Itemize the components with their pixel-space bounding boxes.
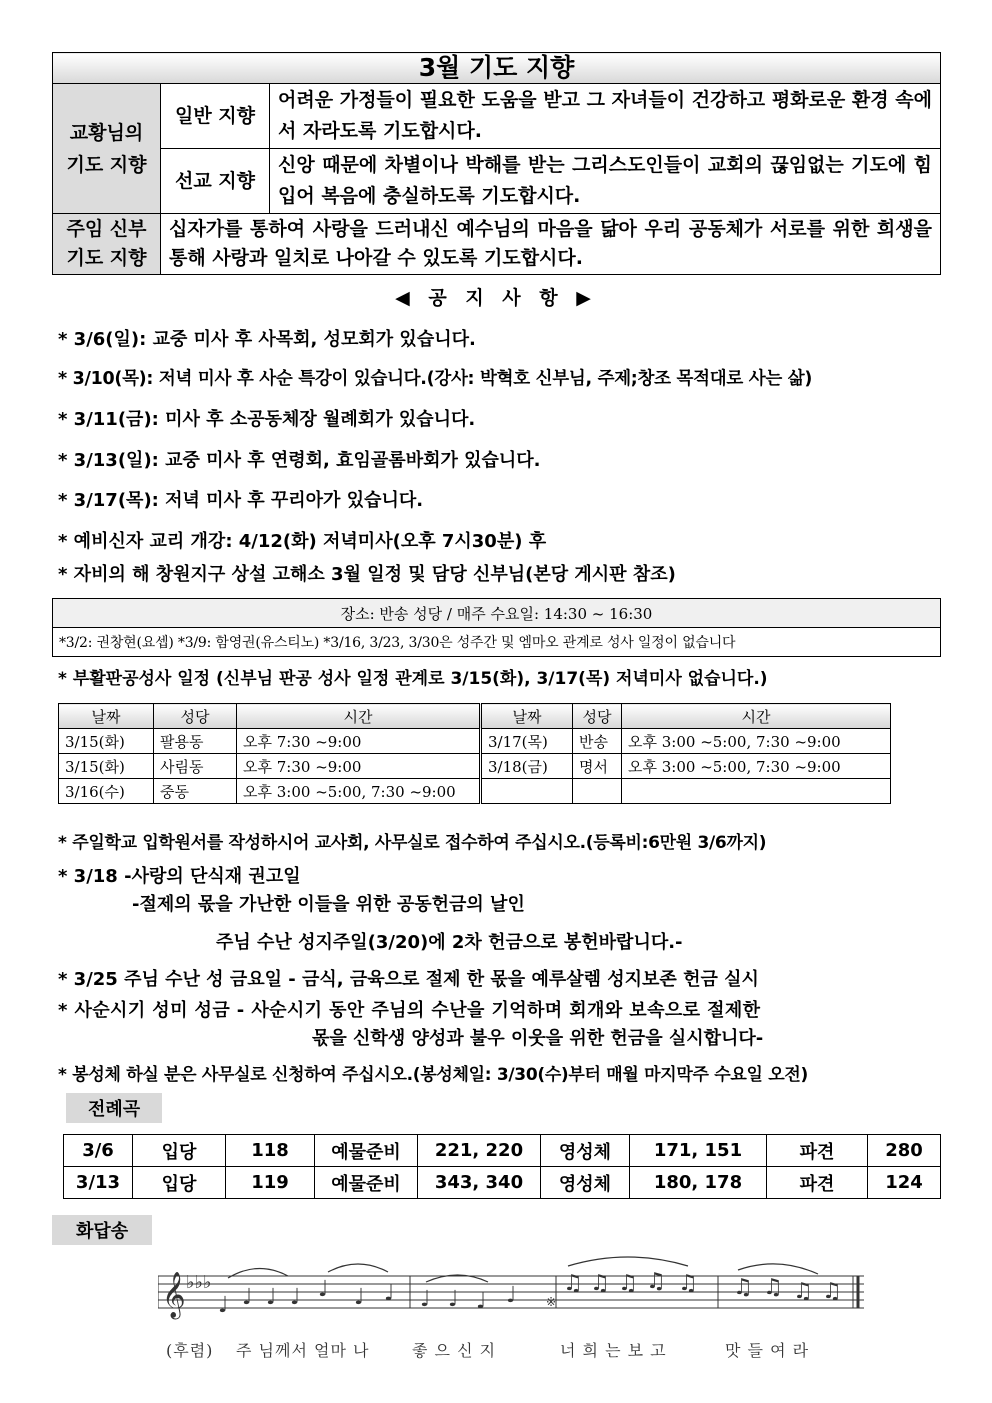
svg-text:♩: ♩ [354,1285,365,1310]
confession-schedule: *3/2: 권창현(요셉) *3/9: 함영권(유스티노) *3/16, 3/23, 3/30은 성주간 및 엠마오 관계로 성사 일정이 없습니다 [53,628,941,657]
table-cell: 오후 7:30 ~9:00 [237,754,481,779]
good-friday-notice: * 3/25 주님 수난 성 금요일 - 금식, 금육으로 절제 한 몫을 예루살렘 성지보존 헌금 실시 [58,969,759,990]
table-row [59,754,891,779]
table-row [64,1135,941,1167]
responsorial-psalm-tag: 화답송 [52,1215,152,1245]
table-cell: 118 [226,1135,315,1167]
general-intention-text: 어려운 가정들이 필요한 도움을 받고 그 자녀들이 건강하고 평화로운 환경 속에서 자라도록 기도합시다. [270,84,941,149]
table-cell: 3/15(화) [59,754,154,779]
fasting-day-notice: * 3/18 -사랑의 단식재 권고일 [58,866,301,887]
svg-text:♩: ♩ [448,1287,459,1312]
general-intention-label: 일반 지향 [161,84,270,149]
svg-text:♫: ♫ [618,1271,638,1296]
treble-clef-icon: 𝄞 [162,1272,186,1318]
table-cell: 예물준비 [315,1135,418,1167]
lyric-segment: 너 희 는 보 고 [560,1341,667,1360]
pastor-intention-label: 주임 신부 기도 지향 [53,214,161,275]
svg-text:♩: ♩ [266,1285,277,1310]
notice-item: * 3/10(목): 저녁 미사 후 사순 특강이 있습니다.(강사: 박혁호 신부님, 주제;창조 목적대로 사는 삶) [58,369,813,389]
fasting-day-notice-2: -절제의 몫을 가난한 이들을 위한 공동헌금의 날인 [132,894,525,915]
table-cell: 343, 340 [418,1167,541,1199]
svg-text:♩: ♩ [384,1281,395,1306]
notice-item: * 자비의 해 창원지구 상설 고해소 3월 일정 및 담당 신부님(본당 게시판 참조) [58,564,676,585]
table-cell: 중동 [154,779,237,804]
prayer-title: 3월 기도 지향 [53,53,941,84]
table-row [59,779,891,804]
svg-text:♫: ♫ [646,1269,666,1294]
col-header: 성당 [573,704,622,729]
table-cell [481,779,573,804]
svg-text:♫: ♫ [678,1271,698,1296]
table-cell: 반송 [573,729,622,754]
svg-text:♩: ♩ [476,1289,487,1314]
svg-text:♩: ♩ [290,1285,301,1310]
lent-offering-notice: * 사순시기 성미 성금 - 사순시기 동안 주님의 수난을 기억하며 회개와 보속으로 절제한 [58,1000,761,1021]
notice-item: * 예비신자 교리 개강: 4/12(화) 저녁미사(오후 7시30분) 후 [58,531,547,552]
easter-schedule-table [58,703,891,804]
table-cell: 3/13 [64,1167,133,1199]
table-cell: 팔용동 [154,729,237,754]
table-cell: 119 [226,1167,315,1199]
svg-text:♩: ♩ [242,1285,253,1310]
svg-text:♫: ♫ [793,1279,813,1304]
music-score [158,1246,868,1334]
table-cell: 영성체 [541,1135,630,1167]
notice-item: * 3/11(금): 미사 후 소공동체장 월례회가 있습니다. [58,409,476,430]
confession-place-time: 장소: 반송 성당 / 매주 수요일: 14:30 ~ 16:30 [53,599,941,628]
svg-text:♫: ♫ [563,1271,583,1296]
table-cell: 3/17(목) [481,729,573,754]
col-header: 시간 [237,704,481,729]
table-cell: 오후 3:00 ~5:00, 7:30 ~9:00 [237,779,481,804]
prayer-intentions-table [52,52,941,275]
sunday-school-notice: * 주일학교 입학원서를 작성하시어 교사회, 사무실로 접수하여 주십시오.(등록비:6만원 3/6까지) [58,833,767,853]
col-header: 시간 [622,704,891,729]
table-cell: 3/15(화) [59,729,154,754]
svg-text:♩: ♩ [506,1283,517,1308]
table-cell: 3/16(수) [59,779,154,804]
col-header: 성당 [154,704,237,729]
table-row [64,1167,941,1199]
table-cell: 180, 178 [630,1167,767,1199]
liturgical-music-tag: 전례곡 [66,1093,162,1123]
table-cell: 영성체 [541,1167,630,1199]
communion-notice: * 봉성체 하실 분은 사무실로 신청하여 주십시오.(봉성체일: 3/30(수)부터 매월 마지막주 수요일 오전) [58,1065,808,1085]
confession-box [52,598,941,657]
notice-item: * 3/6(일): 교중 미사 후 사목회, 성모회가 있습니다. [58,329,476,350]
table-cell: 3/18(금) [481,754,573,779]
table-cell [573,779,622,804]
notice-heading: ◀ 공 지 사 항 ▶ [395,287,597,309]
table-cell: 124 [868,1167,941,1199]
pope-intention-label: 교황님의 기도 지향 [53,84,161,214]
notice-item: * 3/17(목): 저녁 미사 후 꾸리아가 있습니다. [58,490,424,511]
svg-text:♫: ♫ [590,1271,610,1296]
table-cell: 오후 7:30 ~9:00 [237,729,481,754]
mission-intention-label: 선교 지향 [161,149,270,214]
table-cell: 사림동 [154,754,237,779]
table-cell: 명서 [573,754,622,779]
pastor-intention-text: 십자가를 통하여 사랑을 드러내신 예수님의 마음을 닮아 우리 공동체가 서로를 위한 희생을 통해 사랑과 일치로 나아갈 수 있도록 기도합시다. [161,214,941,275]
lyric-segment: 주 님께서 얼마 나 [236,1341,370,1360]
svg-text:♩: ♩ [218,1293,229,1318]
lyric-refrain: (후렴) [166,1341,214,1360]
table-cell: 입당 [133,1167,226,1199]
col-header: 날짜 [59,704,154,729]
lent-offering-notice-2: 몫을 신학생 양성과 불우 이웃을 위한 헌금을 실시합니다- [312,1028,764,1049]
notice-item: * 3/13(일): 교중 미사 후 연령회, 효임골롬바회가 있습니다. [58,450,541,471]
col-header: 날짜 [481,704,573,729]
table-cell: 3/6 [64,1135,133,1167]
fasting-day-notice-3: 주님 수난 성지주일(3/20)에 2차 헌금으로 봉헌바랍니다.- [216,932,683,953]
table-cell: 오후 3:00 ~5:00, 7:30 ~9:00 [622,754,891,779]
easter-confession-note: * 부활판공성사 일정 (신부님 판공 성사 일정 관계로 3/15(화), 3/17(목) 저녁미사 없습니다.) [58,669,768,689]
table-cell: 오후 3:00 ~5:00, 7:30 ~9:00 [622,729,891,754]
table-cell: 280 [868,1135,941,1167]
table-cell: 예물준비 [315,1167,418,1199]
svg-text:♩: ♩ [420,1287,431,1312]
svg-text:♫: ♫ [763,1275,783,1300]
lyric-segment: 맛 들 여 라 [725,1341,810,1360]
svg-text:♫: ♫ [822,1279,842,1304]
lyric-segment: 좋 으 신 지 [412,1341,497,1360]
hymn-table [63,1134,941,1199]
table-cell: 파견 [767,1167,868,1199]
mission-intention-text: 신앙 때문에 차별이나 박해를 받는 그리스도인들이 교회의 끊임없는 기도에 힘입어 복음에 충실하도록 기도합시다. [270,149,941,214]
svg-text:♫: ♫ [733,1275,753,1300]
table-cell: 171, 151 [630,1135,767,1167]
table-row [59,729,891,754]
segno-icon: ※ [546,1295,557,1309]
table-cell: 입당 [133,1135,226,1167]
flat-signs-icon: ♭♭♭ [186,1272,212,1293]
table-cell: 파견 [767,1135,868,1167]
table-cell [622,779,891,804]
svg-text:♩: ♩ [318,1277,329,1302]
table-cell: 221, 220 [418,1135,541,1167]
